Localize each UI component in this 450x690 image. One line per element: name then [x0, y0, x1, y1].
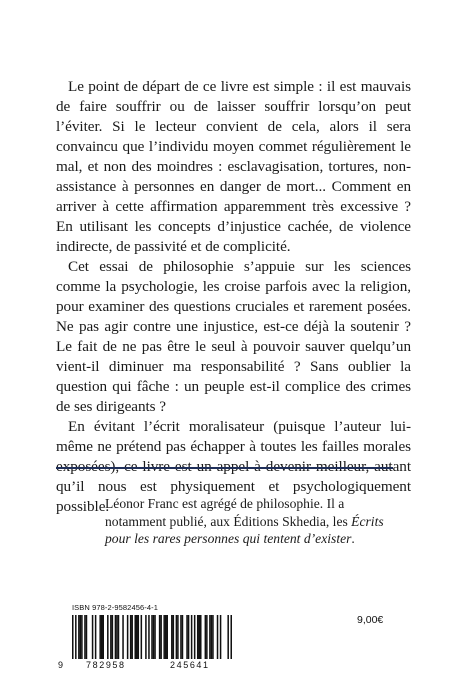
author-bio [105, 495, 405, 548]
barcode-bar [220, 615, 222, 659]
barcode-bar [86, 615, 88, 659]
author-bio-end: . [351, 531, 355, 546]
barcode-bar [107, 615, 109, 659]
blurb-paragraph-3: En évitant l’écrit moralisateur (puisque l’auteur lui-même ne prétend pas échapper à toutes les failles morales exposées), ce livre est un appel à devenir meilleur, autant qu’il nous est physiquement et psychologiquement possible. [56, 418, 411, 515]
barcode-bar [171, 615, 173, 659]
barcode-bar [197, 615, 199, 659]
barcode-bar [176, 615, 178, 659]
barcode-bar [166, 615, 168, 659]
back-cover-blurb [56, 77, 411, 517]
barcode-bar [198, 615, 200, 659]
barcode-bar [180, 615, 182, 659]
barcode-bar [136, 615, 138, 659]
barcode-bar [173, 615, 175, 659]
barcode-bar [118, 615, 120, 659]
barcode-bar [209, 615, 211, 659]
barcode-bar [122, 615, 124, 659]
barcode-bar [230, 615, 232, 659]
barcode-bar [141, 615, 143, 659]
author-bio-text: Léonor Franc est agrégé de philosophie. Il a notamment publié, aux Éditions Skhedia, les [105, 496, 352, 529]
barcode-bar [227, 615, 229, 659]
barcode-bar [148, 615, 150, 659]
barcode-bar [115, 615, 117, 659]
barcode-bar [186, 615, 188, 659]
barcode-bar [211, 615, 213, 659]
barcode-bar [194, 615, 196, 659]
barcode-bar [145, 615, 147, 659]
price: 9,00€ [357, 614, 384, 626]
barcode-bar [92, 615, 94, 659]
barcode-bar [134, 615, 136, 659]
barcode-bar [200, 615, 202, 659]
barcode-bar [95, 615, 97, 659]
barcode-bar [72, 615, 74, 659]
barcode-bar [101, 615, 103, 659]
barcode-bar [99, 615, 101, 659]
barcode-bar [159, 615, 161, 659]
barcode-bar [205, 615, 207, 659]
barcode-bar [84, 615, 86, 659]
blurb-paragraph-1: Le point de départ de ce livre est simple : il est mauvais de faire souffrir ou de laisser souffrir lorsqu’on peut l’éviter. Si le lecteur convient de cela, alors il sera convaincu que l’individu moyen commet régulièrement le mal, et non des moindres : esclavagisation, tortures, non-assistance à personnes en danger de mort... Comment en arriver à cette affirmation apparemment très excessive ? En utilisant les concepts d’injustice cachée, de violence indirecte, de passivité et de complicité. [56, 78, 411, 255]
barcode-bar [81, 615, 83, 659]
barcode-bar [191, 615, 193, 659]
barcode-bar [78, 615, 80, 659]
barcode-bar [138, 615, 140, 659]
blurb-paragraph-2: Cet essai de philosophie s’appuie sur les sciences comme la psychologie, les croise parfois avec la religion, pour examiner des questions cruciales et rarement posées. Ne pas agir contre une injustice, est-ce déjà la soutenir ? Le fait de ne pas être le seul à pouvoir sauver quelqu’un vient-il diminuer ma responsabilité ? Sans oublier la question qui fâche : un peuple est-il complice des crimes de ses dirigeants ? [56, 258, 411, 415]
barcode-digits-right: 245641 [170, 660, 210, 670]
barcode-bar [163, 615, 165, 659]
barcode-bar [112, 615, 114, 659]
barcode-bar [116, 615, 118, 659]
barcode-bar [130, 615, 132, 659]
section-divider [56, 467, 393, 469]
author-bio-book-title: Écrits pour les rares personnes qui tentent d’exister [105, 513, 384, 546]
barcode-bar [182, 615, 184, 659]
barcode-bar [217, 615, 219, 659]
barcode-bar [153, 615, 155, 659]
barcode-bar [177, 615, 179, 659]
barcode-bar [212, 615, 214, 659]
barcode-bar [131, 615, 133, 659]
barcode-bar [102, 615, 104, 659]
isbn-label: ISBN 978-2-9582456-4-1 [72, 603, 159, 612]
barcode-digits-left: 782958 [86, 660, 126, 670]
barcode-bar [151, 615, 153, 659]
barcode [72, 615, 232, 659]
barcode-bar [165, 615, 167, 659]
barcode-bar [75, 615, 77, 659]
barcode-bar [206, 615, 208, 659]
barcode-bar [127, 615, 129, 659]
barcode-bar [80, 615, 82, 659]
barcode-bar [160, 615, 162, 659]
barcode-bar [154, 615, 156, 659]
barcode-digit-first: 9 [58, 660, 65, 670]
barcode-bar [110, 615, 112, 659]
barcode-bar [188, 615, 190, 659]
